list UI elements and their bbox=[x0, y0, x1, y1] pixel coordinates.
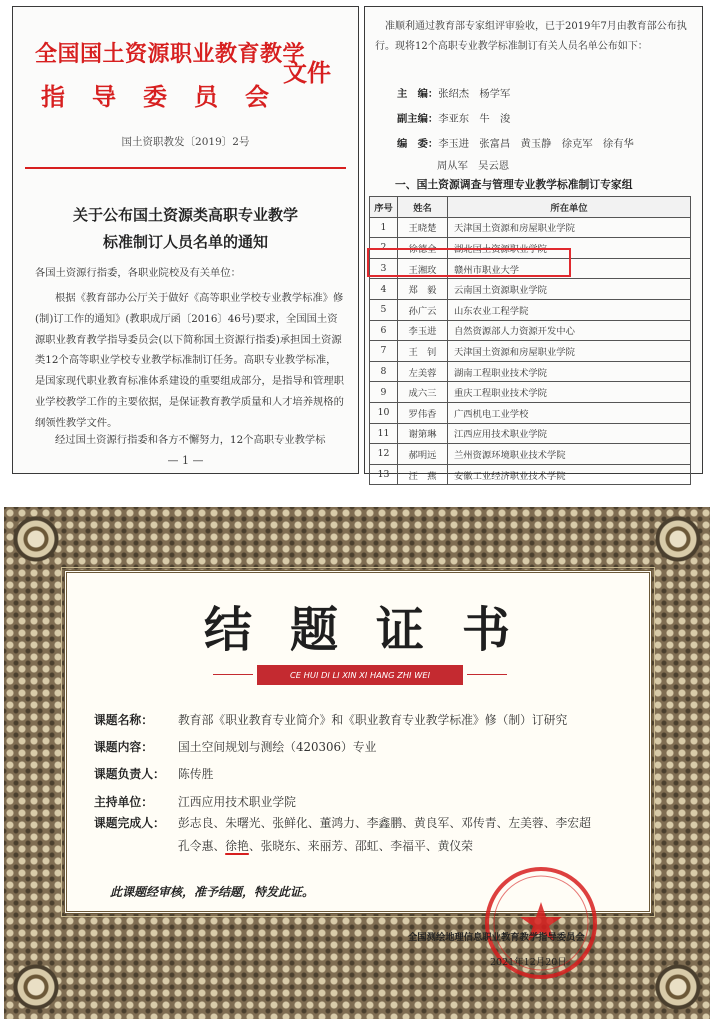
cell-name: 王 钊 bbox=[398, 341, 448, 362]
role-chief-editor bbox=[397, 85, 510, 100]
cell-unit: 云南国土资源职业学院 bbox=[448, 279, 691, 300]
border-ornament-icon bbox=[6, 957, 66, 1017]
notice-page-1 bbox=[12, 6, 359, 474]
table-row bbox=[370, 217, 691, 238]
cell-name: 郑 毅 bbox=[398, 279, 448, 300]
cell-name: 成六三 bbox=[398, 382, 448, 403]
col-header-unit: 所在单位 bbox=[448, 197, 691, 218]
role-label: 副主编： bbox=[397, 113, 439, 125]
notice-salutation: 各国土资源行指委，各职业院校及有关单位： bbox=[35, 267, 241, 279]
role-label: 编 委： bbox=[397, 138, 439, 150]
field-label: 课题名称： bbox=[94, 713, 153, 727]
field-value: 陈传胜 bbox=[178, 767, 214, 781]
field-topic bbox=[94, 711, 567, 728]
notice-header-file: 文件 bbox=[283, 59, 331, 87]
member-list-part: 孔令惠、 bbox=[178, 839, 226, 853]
cell-name: 罗伟香 bbox=[398, 402, 448, 423]
cell-name: 徐德全 bbox=[398, 238, 448, 259]
notice-paragraph-1: 根据《教育部办公厅关于做好《高等职业学校专业教学标准》修(制)订工作的通知》(教职成厅函〔2016〕46号)要求，全国国土资源职业教育教学指导委员会(以下简称国土资源行指委)承担国土资源类12个高等职业学校专业教学标准制订任务。高职专业教学标准，是国家现代职业教育标准体系建设的重要组成部分，是指导和管理职业学校教学工作的主要依据，是保证教育教学质量和人才培养规格的纲领性教学文件。 bbox=[35, 292, 344, 429]
cell-unit: 兰州资源环境职业技术学院 bbox=[448, 444, 691, 465]
cell-index: 7 bbox=[370, 341, 398, 362]
notice-header-committee: 指导委员会 bbox=[41, 83, 296, 111]
highlighted-member-name: 徐艳 bbox=[225, 839, 249, 853]
role-names: 李玉进 张富昌 黄玉静 徐克军 徐有华 bbox=[438, 138, 634, 150]
table-row bbox=[370, 382, 691, 403]
certificate-title: 结题证书 bbox=[203, 602, 548, 658]
role-editorial-board bbox=[397, 135, 634, 150]
role-editorial-board-cont bbox=[437, 157, 509, 172]
field-label: 课题内容： bbox=[94, 740, 153, 754]
border-ornament-icon bbox=[648, 509, 708, 569]
border-ornament-icon bbox=[6, 509, 66, 569]
table-header-row bbox=[370, 197, 691, 218]
table-row bbox=[370, 464, 691, 485]
table-row bbox=[370, 299, 691, 320]
role-names: 李亚东 牛 浚 bbox=[438, 113, 511, 125]
cell-index: 5 bbox=[370, 299, 398, 320]
table-row bbox=[370, 361, 691, 382]
expert-table bbox=[369, 196, 691, 485]
table-row bbox=[370, 341, 691, 362]
cell-unit: 湖北国土资源职业学院 bbox=[448, 238, 691, 259]
cell-index: 3 bbox=[370, 258, 398, 279]
completion-certificate bbox=[4, 507, 710, 1019]
cell-unit: 安徽工业经济职业技术学院 bbox=[448, 464, 691, 485]
border-ornament-icon bbox=[648, 957, 708, 1017]
cell-name: 郝明远 bbox=[398, 444, 448, 465]
cell-index: 9 bbox=[370, 382, 398, 403]
member-list-part: 、张晓东、来丽芳、邵虹、李福平、黄仪荣 bbox=[248, 839, 473, 853]
table-row bbox=[370, 402, 691, 423]
cell-index: 8 bbox=[370, 361, 398, 382]
certificate-closing: 此课题经审核，准予结题，特发此证。 bbox=[110, 885, 315, 899]
cell-index: 1 bbox=[370, 217, 398, 238]
cell-name: 王湘玫 bbox=[398, 258, 448, 279]
cell-unit: 湖南工程职业技术学院 bbox=[448, 361, 691, 382]
cell-unit: 天津国土资源和房屋职业学院 bbox=[448, 341, 691, 362]
field-value: 江西应用技术职业学院 bbox=[178, 795, 296, 809]
cell-name: 王晓楚 bbox=[398, 217, 448, 238]
notice-title-line-1: 关于公布国土资源类高职专业教学 bbox=[72, 206, 298, 224]
notice-header-org: 全国国土资源职业教育教学 bbox=[35, 42, 306, 67]
field-content bbox=[94, 738, 376, 755]
cell-unit: 江西应用技术职业学院 bbox=[448, 423, 691, 444]
cell-name: 孙广云 bbox=[398, 299, 448, 320]
field-label: 课题负责人： bbox=[94, 767, 165, 781]
cell-index: 6 bbox=[370, 320, 398, 341]
table-row bbox=[370, 320, 691, 341]
cell-index: 2 bbox=[370, 238, 398, 259]
notice-red-divider bbox=[25, 167, 346, 169]
cell-name: 李玉进 bbox=[398, 320, 448, 341]
field-value: 教育部《职业教育专业简介》和《职业教育专业教学标准》修（制）订研究 bbox=[178, 713, 568, 727]
field-label: 课题完成人： bbox=[94, 816, 165, 830]
field-value: 彭志良、朱曙光、张鲜化、董鸿力、李鑫鹏、黄良军、邓传青、左美蓉、李宏超 bbox=[178, 816, 591, 830]
cell-name: 汪 燕 bbox=[398, 464, 448, 485]
col-header-name: 姓名 bbox=[398, 197, 448, 218]
field-members bbox=[94, 814, 591, 831]
notice-p2-intro: 准顺利通过教育部专家组评审验收，已于2019年7月由教育部公布执行。现将12个高职专业教学标准制订有关人员名单公布如下： bbox=[375, 21, 687, 52]
cell-unit: 山东农业工程学院 bbox=[448, 299, 691, 320]
field-members-cont bbox=[178, 837, 473, 854]
cell-index: 13 bbox=[370, 464, 398, 485]
table-row bbox=[370, 423, 691, 444]
cell-unit: 天津国土资源和房屋职业学院 bbox=[448, 217, 691, 238]
role-names: 张绍杰 杨学军 bbox=[438, 88, 511, 100]
highlight-box-row-3 bbox=[367, 248, 571, 277]
notice-doc-number: 国土资职教发〔2019〕2号 bbox=[121, 136, 250, 148]
cell-index: 11 bbox=[370, 423, 398, 444]
notice-page-2 bbox=[364, 6, 703, 482]
notice-paragraph-2: 经过国土资源行指委和各方不懈努力，12个高职专业教学标 bbox=[55, 434, 326, 446]
certificate-date: 2021年12月20日 bbox=[490, 957, 567, 968]
cell-unit: 赣州市职业大学 bbox=[448, 258, 691, 279]
notice-page-number: — 1 — bbox=[167, 454, 204, 467]
certificate-issuer: 全国测绘地理信息职业教育教学指导委员会 bbox=[408, 932, 585, 943]
cell-unit: 广西机电工业学校 bbox=[448, 402, 691, 423]
certificate-banner: CE HUI DI LI XIN XI HANG ZHI WEI bbox=[257, 665, 463, 685]
table-row bbox=[370, 444, 691, 465]
expert-group-title: 一、国土资源调查与管理专业教学标准制订专家组 bbox=[395, 178, 633, 191]
cell-index: 4 bbox=[370, 279, 398, 300]
cell-unit: 重庆工程职业技术学院 bbox=[448, 382, 691, 403]
cell-name: 左美蓉 bbox=[398, 361, 448, 382]
notice-title-line-2: 标准制订人员名单的通知 bbox=[102, 233, 268, 251]
col-header-index: 序号 bbox=[370, 197, 398, 218]
field-leader bbox=[94, 765, 213, 782]
cell-name: 谢第琳 bbox=[398, 423, 448, 444]
cell-index: 12 bbox=[370, 444, 398, 465]
table-row bbox=[370, 279, 691, 300]
cell-unit: 自然资源部人力资源开发中心 bbox=[448, 320, 691, 341]
field-value: 国土空间规划与测绘（420306）专业 bbox=[178, 740, 377, 754]
field-label: 主持单位： bbox=[94, 795, 153, 809]
role-deputy-editor bbox=[397, 110, 510, 125]
field-host bbox=[94, 793, 296, 810]
role-names: 周从军 吴云恩 bbox=[437, 160, 510, 172]
role-label: 主 编： bbox=[397, 88, 439, 100]
cell-index: 10 bbox=[370, 402, 398, 423]
